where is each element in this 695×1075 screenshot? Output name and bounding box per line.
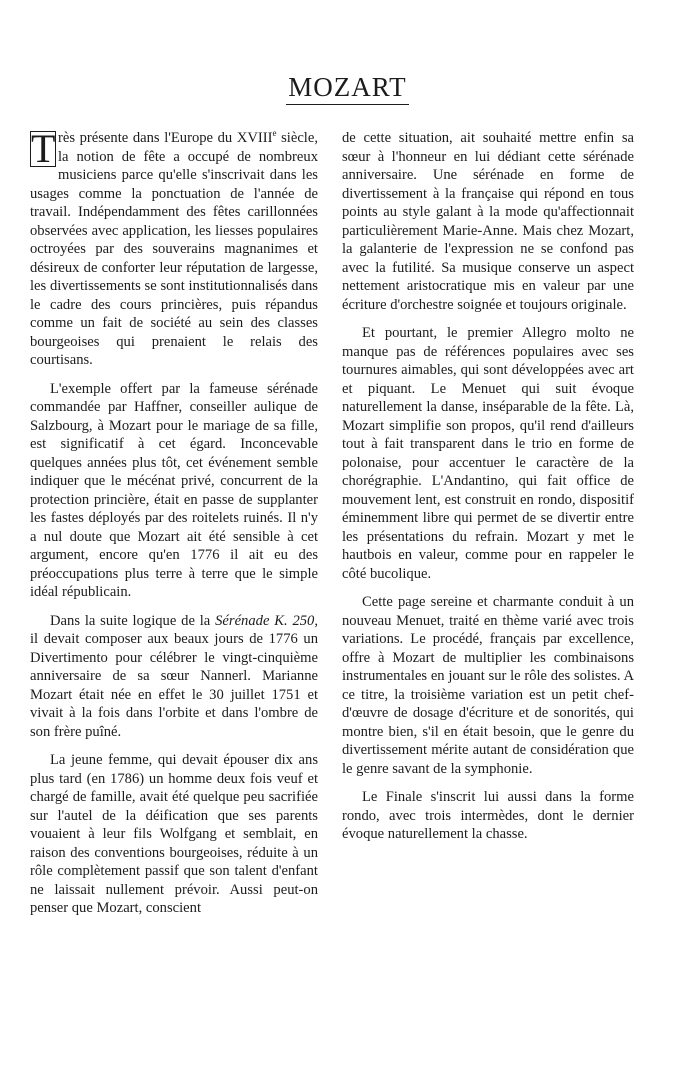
right-column: [342, 129, 634, 854]
paragraph-1-text-a: rès présente dans l'Europe du XVIII: [58, 130, 273, 146]
paragraph-1-text-b: siècle, la notion de fête a occupé de nombreux musiciens parce qu'elle s'inscrivait dans les usages comme la ponctuation de l'année de travail. Indépendamment des fêtes carillonnées observées avec application, les liesses populaires octroyées par des souverains magnanimes et désireux de conforter leur réputation de largesse, les divertissements se sont institutionnalisés dans le cadre des cours princières, puis répandus comme un fait de société au sein des classes bourgeoises qui prenaient le relais des courtisans.: [30, 130, 318, 368]
paragraph-1: [30, 126, 318, 370]
work-title: Sérénade K. 250: [215, 612, 315, 629]
paragraph-3-text-a: Dans la suite logique de la: [50, 612, 216, 629]
paragraph-2: L'exemple offert par la fameuse sérénade commandée par Haffner, conseiller aulique de Salzbourg, à Mozart pour le mariage de sa fille, est significatif à cet égard. Inconcevable quelques années plus tôt, cet événement semble indiquer que le mécénat privé, concurrent de la protection princière, était en passe de supplanter les fastes déployés par des roitelets ruinés. Il n'y a nul doute que Mozart ait été sensible à cet argument, encore qu'en 1776 il ait eu des préoccupations plus terre à terre que le simple idéal républicain.: [30, 380, 318, 600]
superscript-e: e: [272, 128, 277, 139]
title-wrap: [0, 72, 695, 105]
paragraph-4: La jeune femme, qui devait épouser dix ans plus tard (en 1786) un homme deux fois veuf et chargé de famille, avait été quelque peu sacrifiée sur l'autel de la déification que ses parents vouaient à leur fils Wolfgang et semblait, en raison des conventions bourgeoises, réduite à un rôle complètement passif que son talent d'enfant ne laissait nullement prévoir. Aussi peut-on penser que Mozart, conscient: [30, 752, 318, 916]
paragraph-6: Et pourtant, le premier Allegro molto ne manque pas de références populaires avec ses tournures aimables, qui sont développées avec art et piquant. Le Menuet qui suit évoque naturellement la danse, inséparable de la fête. Là, Mozart simplifie son propos, qu'il rend d'ailleurs tout à fait transparent dans le trio en forme de polonaise, pour accentuer le caractère de la chorégraphie. L'Andantino, qui fait office de mouvement lent, est construit en rondo, dispositif éminemment libre qui permet de se divertir entre les présentations du refrain. Mozart y met le hautbois en valeur, comme pour en rappeler le côté bucolique.: [342, 325, 634, 582]
paragraph-7: Cette page sereine et charmante conduit à un nouveau Menuet, traité en thème varié avec trois variations. Le procédé, français par excellence, offre à Mozart de multiplier les combinaisons instrumentales en jouant sur le rôle des solistes. A ce titre, la troisième variation est un petit chef-d'œuvre de dosage d'écriture et de sonorités, qui montre bien, s'il en était besoin, que le genre du divertissement mérite autant de considération que le genre savant de la symphonie.: [342, 594, 634, 777]
page-title: MOZART: [286, 72, 408, 105]
left-column: [30, 126, 319, 928]
paragraph-8: Le Finale s'inscrit lui aussi dans la forme rondo, avec trois intermèdes, dont le dernier évoque naturellement la chasse.: [342, 789, 634, 842]
drop-cap: T: [31, 126, 56, 171]
paragraph-5: de cette situation, ait souhaité mettre enfin sa sœur à l'honneur en lui dédiant cette sérénade anniversaire. Une sérénade en forme de divertissement à la française qui répond en tous points au style galant à la mode qu'affectionnait particulièrement Marie-Anne. Mais chez Mozart, la galanterie de l'expression ne se confond pas avec la futilité. Sa musique conserve un aspect nettement aristocratique mis en valeur par une écriture d'orchestre soignée et toujours originale.: [342, 130, 634, 313]
paragraph-3: [30, 612, 318, 742]
paragraph-3-text-b: , il devait composer aux beaux jours de 1776 un Divertimento pour célébrer le vingt-cinquième anniversaire de sa sœur Nannerl. Marianne Mozart était née en effet le 30 juillet 1751 et vivait à la fois dans l'orbite et dans l'ombre de son frère puîné.: [30, 612, 319, 740]
